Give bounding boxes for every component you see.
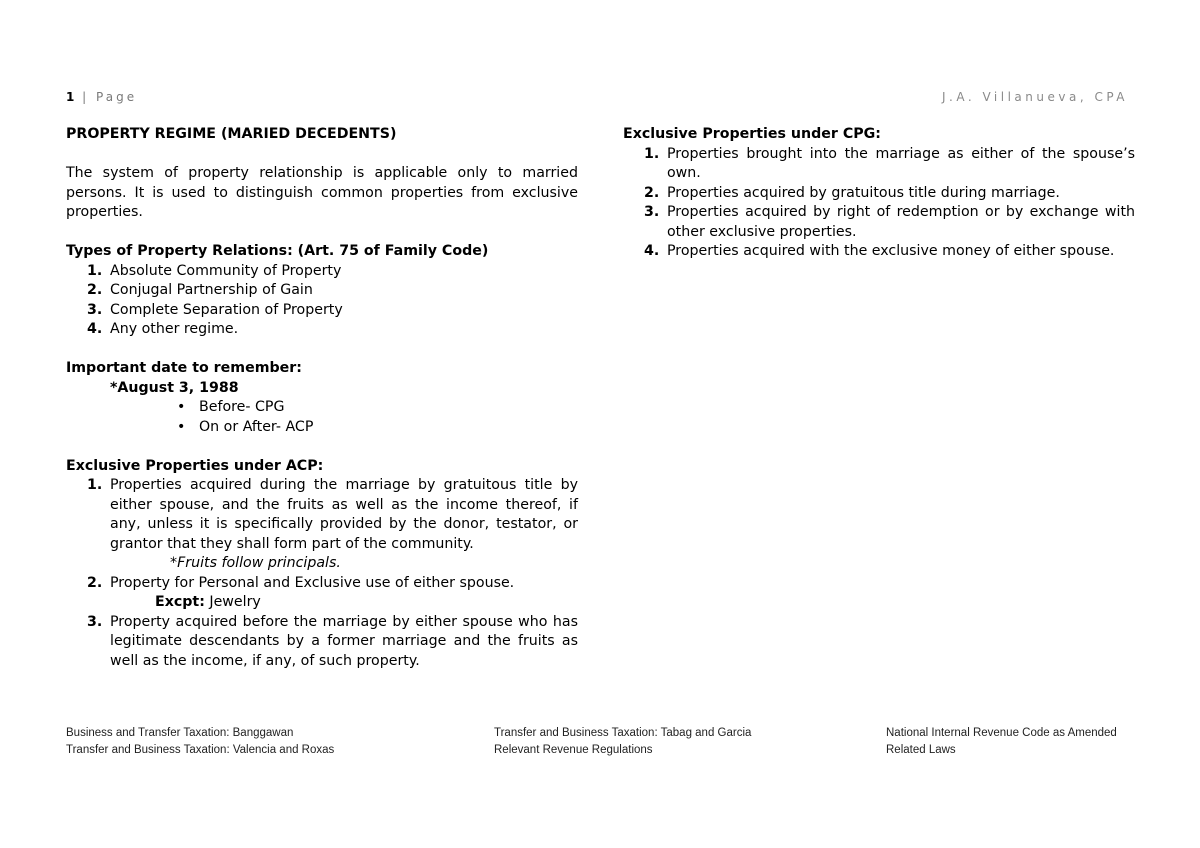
- list-item: 3. Property acquired before the marriage by either spouse who has legitimate descendants by a former marriage and the fruits as well as the income, if any, of such property.: [87, 613, 578, 669]
- list-item: 4. Any other regime.: [87, 321, 239, 337]
- list-item: 3. Properties acquired by right of redemption or by exchange with other exclusive properties.: [644, 204, 1135, 240]
- page-number: 1 | Page: [66, 90, 138, 104]
- footer-references-3: National Internal Revenue Code as Amended Related Laws: [886, 727, 1117, 756]
- list-item: 2. Property for Personal and Exclusive use of either spouse.: [87, 574, 515, 591]
- document-title: PROPERTY REGIME (MARIED DECEDENTS): [66, 126, 397, 142]
- left-column: [66, 125, 578, 671]
- date-heading: Important date to remember:: [66, 360, 302, 376]
- list-item: 3. Complete Separation of Property: [87, 301, 343, 318]
- list-item: 2. Conjugal Partnership of Gain: [87, 282, 313, 298]
- acp-heading: Exclusive Properties under ACP:: [66, 457, 324, 474]
- right-column: [623, 125, 1135, 262]
- footer-references-1: Business and Transfer Taxation: Banggawan Transfer and Business Taxation: Valencia and Roxas: [66, 727, 335, 756]
- footer-references-2: Transfer and Business Taxation: Tabag and Garcia Relevant Revenue Regulations: [494, 727, 752, 756]
- types-heading: Types of Property Relations: (Art. 75 of Family Code): [66, 243, 489, 259]
- list-item: 1. Absolute Community of Property: [87, 262, 342, 279]
- bullet-icon: •: [177, 399, 186, 415]
- exception-note: Excpt: Jewelry: [155, 594, 261, 610]
- list-item: 1. Properties acquired during the marriage by gratuitous title by either spouse, and the fruits as well as the income thereof, if any, unless it is specifically provided by the donor, testator, or grantor that they shall form part of the community.: [87, 477, 578, 552]
- key-date: *August 3, 1988: [110, 379, 239, 396]
- date-bullets: [66, 398, 578, 437]
- cpg-list: [623, 145, 1135, 262]
- list-item: 1. Properties brought into the marriage as either of the spouse’s own.: [644, 145, 1135, 181]
- acp-list: [66, 476, 578, 671]
- page-word: Page: [96, 90, 138, 104]
- list-item: 2. Properties acquired by gratuitous title during marriage.: [644, 184, 1060, 201]
- fruits-note: *Fruits follow principals.: [170, 555, 341, 571]
- types-list: [66, 262, 578, 340]
- list-item: • Before- CPG: [66, 398, 578, 418]
- author-name: J.A. Villanueva, CPA: [941, 90, 1128, 104]
- intro-paragraph: The system of property relationship is applicable only to married persons. It is used to distinguish common properties from exclusive properties.: [66, 165, 578, 220]
- list-item: 4. Properties acquired with the exclusive money of either spouse.: [644, 243, 1115, 259]
- cpg-heading: Exclusive Properties under CPG:: [623, 126, 881, 142]
- page-header: [66, 90, 1128, 108]
- bullet-icon: •: [177, 418, 186, 435]
- list-item: • On or After- ACP: [66, 418, 578, 438]
